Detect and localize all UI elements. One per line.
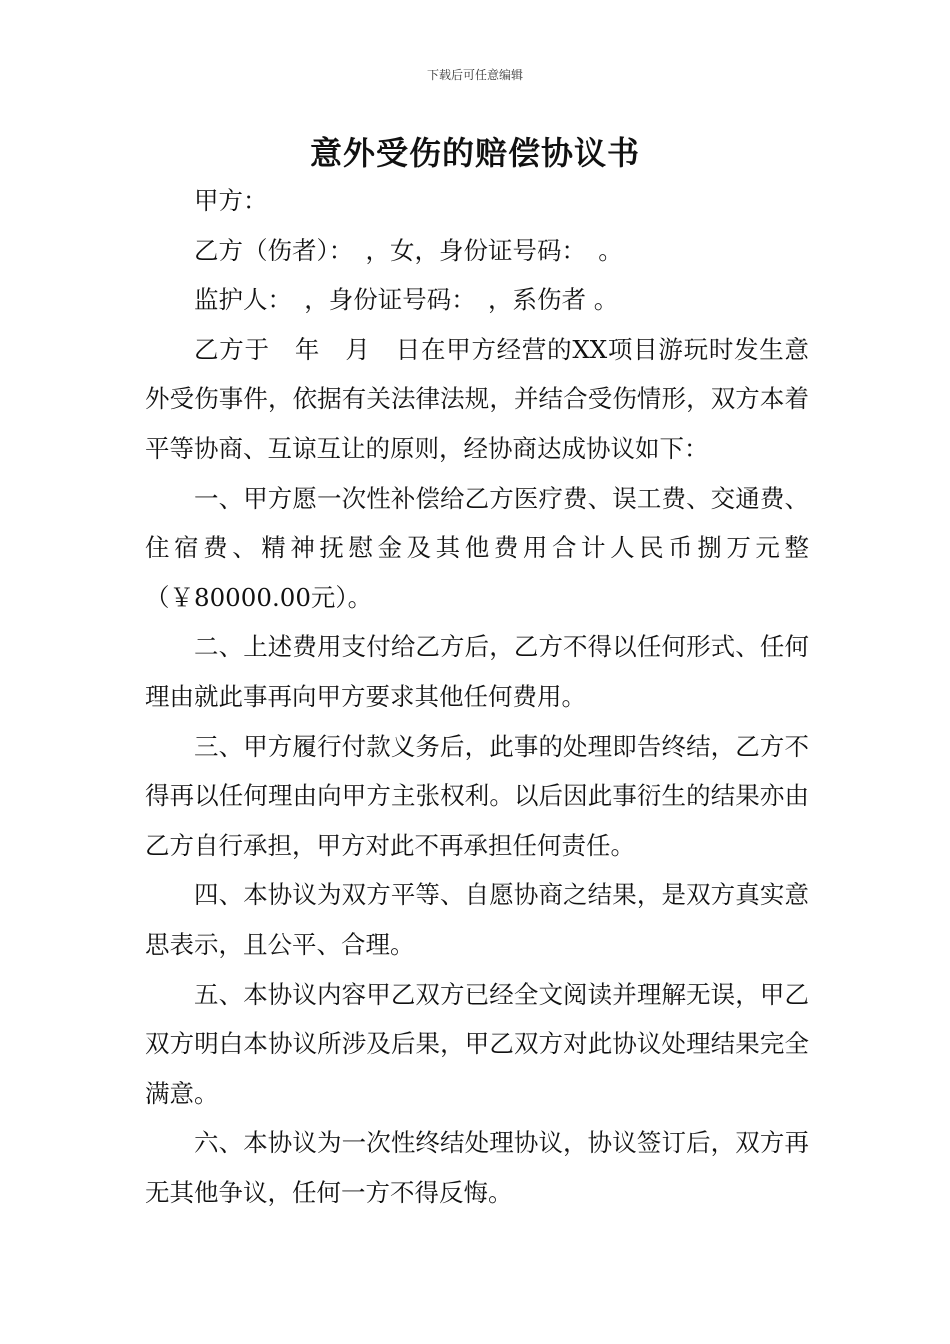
clause-4: 四、本协议为双方平等、自愿协商之结果，是双方真实意思表示，且公平、合理。: [145, 880, 809, 959]
party-a-line: 甲方：: [194, 186, 268, 215]
document-title: 意外受伤的赔偿协议书: [309, 134, 640, 172]
clause-6: 六、本协议为一次性终结处理协议，协议签订后，双方再无其他争议，任何一方不得反悔。: [145, 1128, 809, 1207]
clause-1: 一、甲方愿一次性补偿给乙方医疗费、误工费、交通费、住宿费、精神抚慰金及其他费用合计人民币捌万元整（￥80000.00元）。: [145, 483, 809, 612]
clause-5: 五、本协议内容甲乙双方已经全文阅读并理解无误，甲乙双方明白本协议所涉及后果，甲乙双方对此协议处理结果完全满意。: [145, 979, 809, 1108]
clause-3: 三、甲方履行付款义务后，此事的处理即告终结，乙方不得再以任何理由向甲方主张权利。以后因此事衍生的结果亦由乙方自行承担，甲方对此不再承担任何责任。: [145, 731, 809, 860]
party-b-line: 乙方（伤者）： ，女，身份证号码： 。: [194, 235, 623, 265]
guardian-line: 监护人： ，身份证号码： ，系伤者 。: [194, 285, 619, 315]
page-header-note: 下载后可任意编辑: [426, 68, 523, 82]
clause-2: 二、上述费用支付给乙方后，乙方不得以任何形式、任何理由就此事再向甲方要求其他任何费用。: [145, 632, 809, 711]
document-body: [145, 176, 809, 1217]
intro-paragraph: 乙方于 年 月 日在甲方经营的XX项目游玩时发生意外受伤事件，依据有关法律法规，并结合受伤情形，双方本着平等协商、互谅互让的原则，经协商达成协议如下：: [145, 334, 809, 463]
